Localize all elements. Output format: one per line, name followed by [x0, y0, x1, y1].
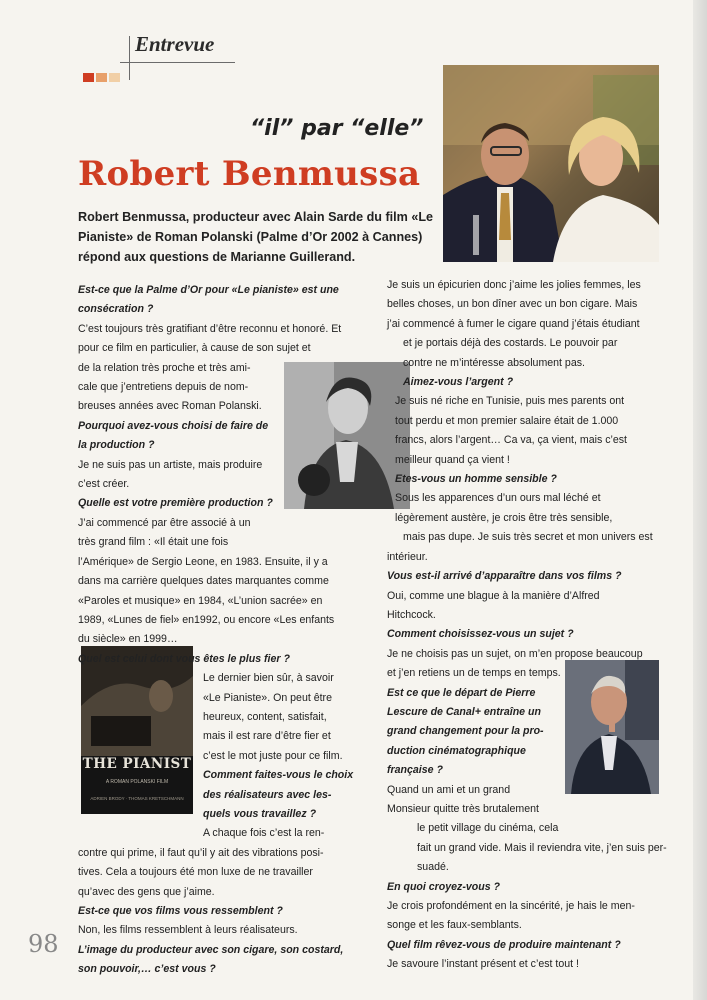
answer-line: l’Amérique» de Sergio Leone, en 1983. Ensuite, il y a — [78, 555, 328, 568]
question: Est-ce que la Palme d’Or pour «Le pianiste» est une — [78, 284, 339, 296]
answer-line: C’est toujours très gratifiant d’être reconnu et honoré. Et — [78, 322, 342, 335]
answer-line: pour ce film en particulier, à cause de son sujet et — [78, 342, 311, 355]
answer-line: breuses années avec Roman Polanski. — [78, 400, 262, 413]
question: française ? — [387, 764, 443, 777]
question: Etes-vous un homme sensible ? — [395, 473, 557, 486]
answer-line: francs, alors l’argent… Ca va, ça vient, mais c’est — [395, 434, 627, 447]
answer-line: Je suis un épicurien donc j’aime les jolies femmes, les — [387, 279, 641, 291]
question: Est-ce que vos films vous ressemblent ? — [78, 905, 283, 917]
question: des réalisateurs avec les- — [203, 788, 332, 801]
headline-title: Robert Benmussa — [78, 154, 421, 194]
answer-line: meilleur quand ça vient ! — [395, 453, 510, 466]
accent-square — [83, 73, 94, 82]
photo-producer-couple — [443, 65, 659, 262]
answer-line: Oui, comme une blague à la manière d’Alfred — [387, 589, 600, 602]
answer-line: «Paroles et musique» en 1984, «L’union sacrée» en — [78, 594, 323, 607]
answer-line: heureux, content, satisfait, — [203, 710, 327, 723]
poster-credits: ADRIEN BRODY · THOMAS KRETSCHMANN — [90, 796, 184, 801]
answer-line: légèrement austère, je crois être très sensible, — [395, 511, 613, 524]
question: consécration ? — [78, 303, 154, 316]
answer-line: A chaque fois c’est la ren- — [203, 827, 325, 840]
answer-line: fait un grand vide. Mais il reviendra vite, j’en suis per- — [417, 841, 667, 854]
question: la production ? — [78, 439, 155, 452]
answer-line: cale que j’entretiens depuis de nom- — [78, 381, 249, 394]
right-text-column — [387, 276, 667, 975]
question: Est ce que le départ de Pierre — [387, 686, 536, 699]
question: Lescure de Canal+ entraîne un — [387, 705, 541, 718]
question: L’image du producteur avec son cigare, son costard, — [78, 943, 344, 956]
lead-paragraph: Robert Benmussa, producteur avec Alain Sarde du film «Le Pianiste» de Roman Polanski (Palme d’Or 2002 à Cannes) répond aux questions de Marianne Guillerand. — [78, 210, 434, 264]
answer-line: du siècle» en 1999… — [78, 633, 178, 646]
section-rule-vertical — [129, 36, 130, 80]
answer-line: c’est créer. — [78, 478, 130, 491]
poster-subtitle: A ROMAN POLANSKI FILM — [105, 779, 169, 785]
question: Quelle est votre première production ? — [78, 497, 273, 510]
question: Quel film rêvez-vous de produire maintenant ? — [387, 938, 621, 951]
answer-line: belles choses, un bon dîner avec un bon cigare. Mais — [387, 298, 638, 311]
headline-kicker: “il” par “elle” — [250, 116, 424, 141]
question: quels vous travaillez ? — [203, 807, 317, 820]
answer-line: suadé. — [417, 861, 449, 874]
answer-line: J’ai commencé par être associé à un — [78, 516, 251, 529]
question: duction cinématographique — [387, 744, 526, 757]
answer-line: de la relation très proche et très ami- — [78, 361, 251, 374]
question: Pourquoi avez-vous choisi de faire de — [78, 419, 269, 432]
answer-line: «Le Pianiste». On peut être — [203, 691, 332, 704]
answer-line: Je ne suis pas un artiste, mais produire — [78, 458, 263, 471]
answer-line: intérieur. — [387, 550, 428, 563]
question: Comment faites-vous le choix — [203, 769, 354, 782]
question: En quoi croyez-vous ? — [387, 880, 501, 893]
photo-producer-couple-image — [443, 65, 659, 262]
answer-line: Je savoure l’instant présent et c’est tout ! — [387, 958, 579, 971]
answer-line: mais pas dupe. Je suis très secret et mon univers est — [403, 531, 653, 544]
answer-line: Le dernier bien sûr, à savoir — [203, 672, 334, 685]
answer-line: Quand un ami et un grand — [387, 783, 511, 796]
answer-line: et j’en retiens un de temps en temps. — [387, 667, 561, 680]
answer-line: dans ma carrière quelques dates marquantes comme — [78, 575, 329, 588]
page-edge — [693, 0, 707, 1000]
answer-line: qu’avec des gens que j’aime. — [78, 885, 215, 898]
answer-line: j’ai commencé à fumer le cigare quand j’étais étudiant — [387, 317, 640, 330]
answer-line: c’est le mot juste pour ce film. — [203, 749, 343, 762]
section-label: Entrevue — [135, 32, 215, 56]
answer-line: et je portais déjà des costards. Le pouvoir par — [403, 337, 618, 350]
answer-line: Je suis né riche en Tunisie, puis mes parents ont — [395, 395, 625, 408]
question: son pouvoir,… c’est vous ? — [78, 963, 216, 976]
answer-line: le petit village du cinéma, cela — [417, 822, 559, 835]
answer-line: Sous les apparences d’un ours mal léché et — [395, 492, 601, 505]
left-text-column — [78, 281, 353, 980]
answer-line: Je crois profondément en la sincérité, je hais le men- — [387, 900, 635, 912]
answer-line: Monsieur quitte très brutalement — [387, 802, 539, 815]
answer-line: très grand film : «Il était une fois — [78, 536, 229, 549]
question: Quel est celui dont vous êtes le plus fier ? — [78, 652, 290, 665]
question: grand changement pour la pro- — [387, 725, 544, 738]
page-number: 98 — [28, 930, 59, 958]
answer-line: tout perdu et mon premier salaire était de 1.000 — [395, 414, 619, 427]
accent-square — [96, 73, 107, 82]
answer-line: songe et les faux-semblants. — [387, 919, 522, 932]
answer-line: Hitchcock. — [387, 608, 436, 621]
answer-line: Je ne choisis pas un sujet, on m’en propose beaucoup — [387, 647, 643, 660]
answer-line: tives. Cela a toujours été mon luxe de ne travailler — [78, 866, 313, 879]
accent-square — [109, 73, 120, 82]
answer-line: contre qui prime, il faut qu’il y ait des vibrations posi- — [78, 846, 324, 859]
section-rule-horizontal — [120, 62, 235, 63]
question: Aimez-vous l’argent ? — [403, 376, 514, 389]
answer-line: contre ne m’intéresse absolument pas. — [403, 356, 585, 369]
answer-line: Non, les films ressemblent à leurs réalisateurs. — [78, 924, 298, 937]
poster-title: THE PIANIST — [82, 756, 192, 772]
question: Comment choisissez-vous un sujet ? — [387, 628, 574, 641]
question: Vous est-il arrivé d’apparaître dans vos films ? — [387, 570, 622, 583]
answer-line: 1989, «Lunes de fiel» en1992, ou encore «Les enfants — [78, 613, 335, 626]
answer-line: mais il est rare d’être fier et — [203, 730, 331, 743]
